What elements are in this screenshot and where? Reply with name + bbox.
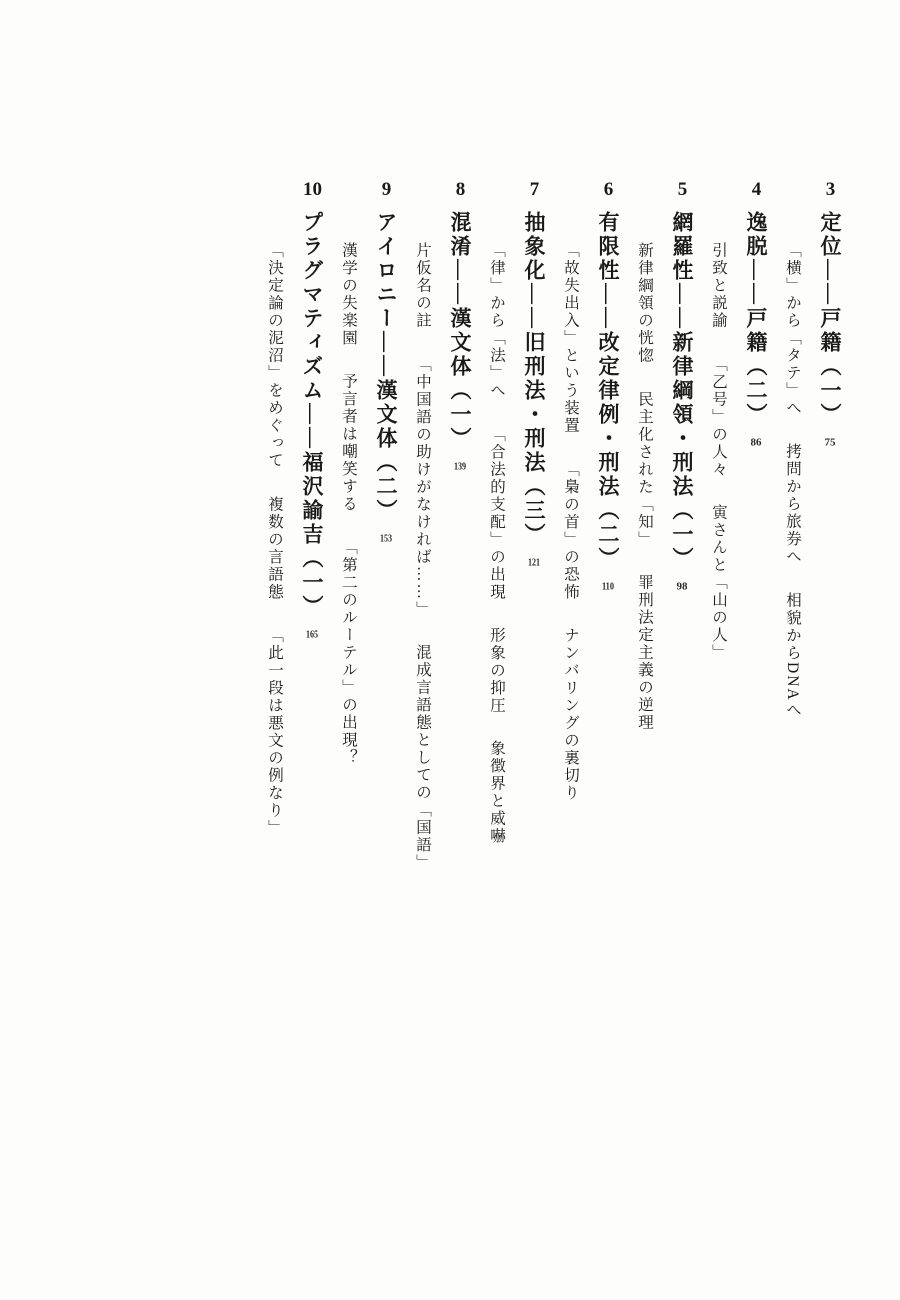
toc-entry[interactable]: [766, 180, 840, 1240]
toc-subtitle: 引致と説諭: [710, 242, 727, 330]
toc-subtitle: 罪刑法定主義の逆理: [636, 574, 653, 732]
toc-entry-page-number: 153: [379, 533, 393, 544]
toc-entry-subtitles: [544, 180, 578, 802]
toc-entry-title: アイロニー——漢文体（二）: [374, 211, 398, 523]
toc-entry[interactable]: [396, 180, 470, 1240]
toc-entry-title: 抽象化——旧刑法・刑法（三）: [522, 211, 546, 547]
toc-subtitle: 「合法的支配」の出現: [488, 425, 505, 601]
toc-subtitle: 片仮名の註: [414, 242, 431, 330]
toc-subtitle: 形象の抑圧: [488, 626, 505, 714]
toc-entry-number: 6: [603, 180, 614, 199]
toc-subtitle: 「故失出入」という装置: [562, 242, 579, 435]
toc-entry-main: [430, 180, 470, 472]
toc-entry-title: 網羅性——新律綱領・刑法（一）: [670, 211, 694, 571]
toc-entry-number: 4: [751, 180, 762, 199]
table-of-contents: [60, 180, 840, 1240]
toc-entry-title: プラグマティズム——福沢諭吉（一）: [300, 211, 324, 619]
toc-entry[interactable]: [618, 180, 692, 1240]
toc-entry-subtitles: [396, 180, 430, 872]
toc-entry-number: 10: [303, 180, 322, 199]
toc-entry-title: 有限性——改定律例・刑法（二）: [596, 211, 620, 571]
toc-entry-number: 8: [455, 180, 466, 199]
toc-subtitle: 民主化された「知」: [636, 390, 653, 548]
toc-entry-title: 逸脱——戸籍（二）: [744, 211, 768, 427]
toc-entry-main: [726, 180, 766, 448]
toc-subtitle: 予言者は嘲笑する: [340, 373, 357, 513]
toc-entry[interactable]: [470, 180, 544, 1240]
toc-subtitle: 相貌からDNAへ: [784, 591, 801, 719]
toc-subtitle: 複数の言語態: [266, 495, 283, 601]
toc-entry-subtitles: [618, 180, 652, 732]
toc-subtitle: 漢学の失楽園: [340, 242, 357, 347]
toc-entry-main: [282, 180, 322, 640]
toc-entry-subtitles: [470, 180, 504, 845]
toc-subtitle: 「第二のルーテル」の出現？: [340, 539, 357, 767]
toc-entry-page-number: 98: [676, 581, 688, 592]
toc-entry[interactable]: [692, 180, 766, 1240]
toc-entry-subtitles: [248, 180, 282, 837]
toc-entry-page-number: 121: [527, 557, 541, 568]
toc-entry-main: [578, 180, 618, 592]
toc-entry-subtitles: [766, 180, 800, 719]
toc-subtitle: 「此一段は悪文の例なり」: [266, 626, 283, 837]
toc-entry[interactable]: [322, 180, 396, 1240]
toc-subtitle: 「横」から「タテ」へ: [784, 242, 801, 417]
toc-subtitle: 新律綱領の恍惚: [636, 242, 653, 365]
toc-entry-main: [356, 180, 396, 544]
toc-subtitle: 「乙号」の人々: [710, 355, 727, 478]
toc-entry-number: 9: [381, 180, 392, 199]
toc-subtitle: 「律」から「法」へ: [488, 242, 505, 400]
toc-subtitle: ナンバリングの裏切り: [562, 626, 579, 802]
toc-entry-main: [800, 180, 840, 448]
toc-entry-main: [652, 180, 692, 592]
toc-entry-page-number: 75: [824, 437, 836, 448]
toc-subtitle: 拷問から旅券へ: [784, 443, 801, 566]
toc-entry-page-number: 165: [305, 629, 319, 640]
toc-entry-subtitles: [692, 180, 726, 662]
toc-entry-page-number: 86: [750, 437, 762, 448]
toc-entry-title: 定位——戸籍（一）: [818, 211, 842, 427]
toc-entry-number: 3: [825, 180, 836, 199]
toc-subtitle: 「中国語の助けがなければ……」: [414, 355, 431, 618]
toc-entry-number: 7: [529, 180, 540, 199]
toc-subtitle: 混成言語態としての「国語」: [414, 644, 431, 872]
toc-subtitle: 象徴界と威嚇: [488, 740, 505, 845]
toc-subtitle: 「梟の首」の恐怖: [562, 460, 579, 601]
toc-entry-number: 5: [677, 180, 688, 199]
toc-entry[interactable]: [544, 180, 618, 1240]
toc-subtitle: 「決定論の泥沼」をめぐって: [266, 242, 283, 470]
toc-entry-main: [504, 180, 544, 568]
toc-entry-page-number: 139: [453, 461, 467, 472]
toc-subtitle: 寅さんと「山の人」: [710, 504, 727, 662]
toc-entry[interactable]: [248, 180, 322, 1240]
toc-entry-page-number: 110: [601, 581, 615, 592]
toc-entry-title: 混淆——漢文体（一）: [448, 211, 472, 451]
toc-entry-subtitles: [322, 180, 356, 767]
